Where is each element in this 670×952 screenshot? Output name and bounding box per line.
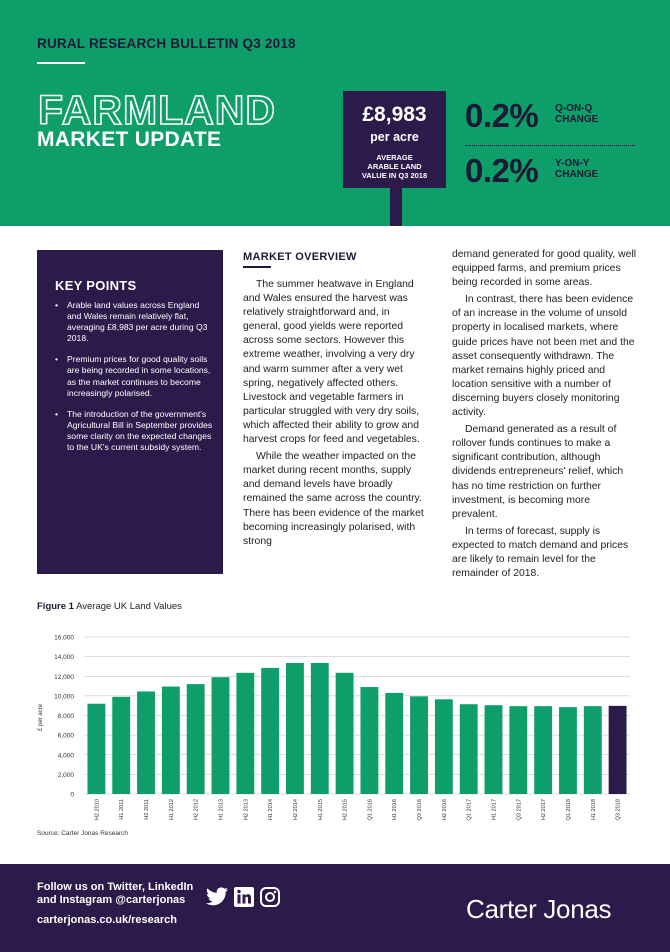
sign-per-acre: per acre	[370, 130, 419, 144]
chart-y-axis-label: £ per acre	[38, 703, 44, 732]
yoy-label	[555, 158, 598, 180]
stats-divider	[465, 145, 635, 146]
instagram-icon[interactable]	[260, 886, 280, 908]
chart-bar	[410, 696, 428, 794]
website-link[interactable]: carterjonas.co.uk/research	[37, 914, 178, 926]
chart-bar	[509, 706, 527, 794]
chart-bar	[187, 684, 205, 794]
header-banner	[0, 0, 670, 226]
yoy-value: 0.2%	[465, 152, 539, 189]
farmland-title-text: FARMLAND	[38, 89, 277, 129]
chart-x-tick-label: H1 2011	[119, 799, 126, 820]
overview-paragraph: demand generated for good quality, well equipped farms, and premium prices being recorded in some areas.	[452, 249, 637, 289]
chart-bar	[112, 697, 130, 794]
price-sign	[343, 91, 446, 188]
chart-bar	[485, 705, 503, 794]
chart-bar	[360, 687, 378, 794]
chart-x-tick-label: H2 2014	[292, 799, 299, 821]
key-points-panel	[37, 250, 223, 574]
sign-caption-line: ARABLE LAND	[367, 162, 422, 171]
follow-text	[37, 881, 207, 907]
chart-x-tick-label: H1 2015	[317, 799, 324, 821]
chart-bar	[162, 687, 180, 794]
chart-bar	[435, 699, 453, 794]
qoq-value: 0.2%	[465, 97, 539, 134]
sign-caption	[347, 153, 442, 180]
chart-bar	[137, 691, 155, 794]
overview-paragraph: In terms of forecast, supply is expected to match demand and prices are likely to remain level for the remainder of 2018.	[452, 525, 629, 580]
footer	[0, 864, 670, 952]
chart-bar	[609, 706, 627, 794]
chart-y-tick-label: 8,000	[57, 713, 74, 720]
sign-price: £8,983	[362, 103, 427, 126]
chart-bar	[87, 704, 105, 794]
follow-line: and Instagram @carterjonas	[37, 894, 186, 906]
sign-post	[390, 188, 402, 226]
chart-x-tick-label: H2 2017	[541, 799, 548, 821]
key-point-item: • The introduction of the government's Agricultural Bill in September provides some clarity on the expected changes to the UK's current subsidy system.	[55, 409, 213, 453]
chart-bar	[460, 704, 478, 794]
chart-x-tick-label: H1 2018	[590, 799, 597, 821]
chart-x-tick-label: Q3 2017	[516, 799, 523, 821]
chart-x-tick-label: H2 2015	[342, 799, 349, 821]
chart-bar	[261, 668, 279, 794]
chart-x-tick-label: Q1 2018	[565, 799, 572, 821]
chart-x-tick-label: H2 2016	[441, 799, 448, 821]
chart-x-tick-label: Q3 2016	[417, 799, 424, 821]
carter-jonas-logo: Carter Jonas	[466, 894, 612, 924]
chart-bar	[212, 677, 230, 794]
figure-title: Average UK Land Values	[76, 601, 182, 612]
chart-x-tick-label: H2 2010	[94, 799, 101, 821]
qoq-label-line: CHANGE	[555, 114, 599, 125]
chart-bar	[559, 707, 577, 794]
yoy-label-line: CHANGE	[555, 169, 599, 180]
chart-x-tick-label: H2 2013	[243, 799, 250, 821]
chart-bar	[534, 706, 552, 794]
land-values-chart	[30, 625, 640, 825]
linkedin-icon[interactable]	[234, 886, 254, 908]
figure-caption	[37, 601, 182, 612]
key-points-list	[55, 300, 213, 463]
bulletin-title: RURAL RESEARCH BULLETIN Q3 2018	[37, 36, 296, 51]
chart-x-tick-label: H2 2011	[144, 799, 151, 820]
overview-paragraph: While the weather impacted on the market during recent months, supply and demand levels have broadly remained the same across the country. There has been evidence of the market becoming increasingly polarised, with strong	[243, 451, 424, 547]
chart-y-tick-label: 12,000	[54, 673, 74, 681]
overview-paragraph: In contrast, there has been evidence of an increase in the volume of unsold property in localised markets, where guide prices have not been met and the asset consequently withdrawn. The market remains highly priced and location sensitive with a number of discerning buyers closely monitoring activity.	[452, 294, 635, 419]
chart-x-tick-label: H1 2013	[218, 799, 225, 821]
sign-caption-line: VALUE IN Q3 2018	[361, 171, 428, 180]
key-point-item: • Arable land values across England and Wales remain relatively flat, averaging £8,983 per acre during Q3 2018.	[55, 300, 213, 344]
key-point-item: • Premium prices for good quality soils are being recorded in some locations, as the market continues to become increasingly polarised.	[55, 354, 213, 398]
chart-x-tick-label: H1 2016	[392, 799, 399, 821]
chart-bar	[311, 663, 329, 794]
overview-underline	[243, 266, 271, 268]
qoq-label-line: Q-ON-Q	[555, 103, 593, 114]
yoy-label-line: Y-ON-Y	[555, 158, 590, 169]
chart-x-tick-label: H2 2012	[193, 799, 200, 821]
overview-paragraph: Demand generated as a result of rollover funds continues to make a significant contribution, although dividends entrepreneurs' relief, which has no time restriction on further investment, is becoming more prevalent.	[452, 424, 624, 520]
chart-x-tick-label: Q1 2016	[367, 799, 374, 821]
farmland-title	[37, 89, 297, 129]
sign-caption-line: AVERAGE	[376, 153, 413, 162]
chart-bar	[584, 706, 602, 794]
figure-source: Source: Carter Jonas Research	[37, 830, 129, 837]
qoq-label	[555, 103, 598, 125]
twitter-icon[interactable]	[205, 886, 229, 908]
chart-y-tick-label: 10,000	[54, 693, 74, 701]
chart-bar	[336, 673, 354, 794]
market-update-title: MARKET UPDATE	[37, 128, 222, 151]
chart-x-tick-label: H1 2014	[268, 799, 275, 821]
chart-y-tick-label: 16,000	[54, 634, 74, 642]
chart-x-tick-label: Q3 2018	[615, 799, 622, 821]
chart-y-tick-label: 0	[70, 791, 74, 799]
chart-x-tick-label: H1 2012	[168, 799, 175, 821]
chart-x-tick-label: H1 2017	[491, 799, 498, 821]
chart-y-tick-label: 2,000	[57, 771, 74, 779]
overview-paragraph: The summer heatwave in England and Wales ensured the harvest was relatively straightforward and, in general, good yields were reported across some sectors. However this extreme weather, involving a very dry and warm summer after a very wet spring, negatively affected others. Livestock and vegetable farmers in particular struggled with very dry soils, which affected their ability to grow and harvest crops for feed and vegetables.	[243, 279, 420, 446]
market-overview-title: MARKET OVERVIEW	[243, 251, 357, 263]
chart-y-tick-label: 4,000	[57, 752, 74, 760]
chart-bar	[236, 673, 254, 794]
chart-y-tick-label: 14,000	[54, 654, 74, 662]
key-points-title: KEY POINTS	[55, 278, 137, 293]
chart-x-tick-label: Q1 2017	[466, 799, 473, 821]
chart-bar	[385, 693, 403, 794]
chart-y-tick-label: 6,000	[57, 732, 74, 740]
header-divider	[37, 62, 85, 64]
figure-label: Figure 1	[37, 601, 74, 612]
chart-bar	[286, 663, 304, 794]
overview-column-2	[452, 248, 638, 584]
follow-line: Follow us on Twitter, LinkedIn	[37, 881, 194, 893]
overview-column-1	[243, 278, 428, 552]
